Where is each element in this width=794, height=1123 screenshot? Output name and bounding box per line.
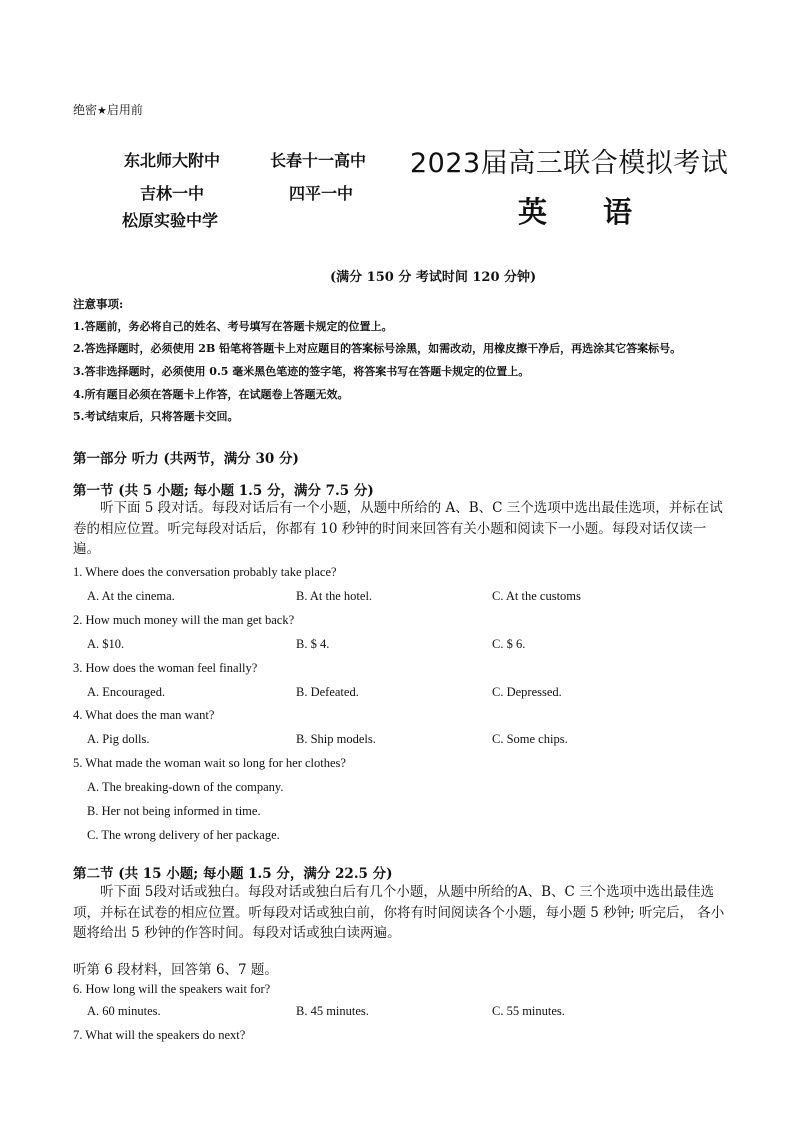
subject-char-2: 语 <box>603 195 635 229</box>
option-c: C. 55 minutes. <box>492 1004 565 1018</box>
confidential-label <box>73 101 143 118</box>
option-c: C. Depressed. <box>492 685 562 699</box>
score-line: (满分 150 分 考试时间 120 分钟) <box>330 270 537 285</box>
section-instruction: 听下面 5段对话或独白。每段对话或独白后有几个小题，从题中所给的A、B、C 三个选项中选出最佳选项，并标在试卷的相应位置。听每段对话或独白前，你将有时间阅读各个小题，每小题 5 秒钟; 听完后， 各小题将给出 5 秒钟的作答时间。每段对话或独白读两遍。 <box>73 884 725 941</box>
option-b: B. Defeated. <box>296 685 359 699</box>
confidential-text: 绝密 <box>73 103 98 117</box>
option-b: B. $ 4. <box>296 637 330 651</box>
section-instruction: 听下面 5 段对话。每段对话后有一个小题，从题中所给的 A、B、C 三个选项中选出最佳选项，并标在试卷的相应位置。听完每段对话后，你都有 10 秒钟的时间来回答有关小题和阅读下一小题。每段对话仅读一遍。 <box>73 500 723 557</box>
part-title: 第一部分 听力 (共两节，满分 30 分) <box>73 451 299 467</box>
school-name-1: 东北师大附中 <box>124 151 221 170</box>
option-a: A. The breaking-down of the company. <box>87 780 284 794</box>
option-a: A. $10. <box>87 637 125 651</box>
option-a: A. At the cinema. <box>87 589 175 603</box>
school-name-2: 长春十一高中 <box>270 151 367 170</box>
subject-char-1: 英 <box>518 195 550 229</box>
section-title: 第二节 (共 15 小题; 每小题 1.5 分，满分 22.5 分) <box>73 866 393 882</box>
question-text: 5. What made the woman wait so long for her clothes? <box>73 756 346 770</box>
notice-item: 1.答题前，务必将自己的姓名、考号填写在答题卡规定的位置上。 <box>73 320 393 333</box>
star-icon: ★ <box>97 104 107 117</box>
material-note: 听第 6 段材料，回答第 6、7 题。 <box>73 962 278 978</box>
notice-item: 3.答非选择题时，必须使用 0.5 毫米黑色笔迹的签字笔，将答案书写在答题卡规定的位置上。 <box>73 365 530 378</box>
school-name-4: 四平一中 <box>289 184 354 203</box>
option-c: C. $ 6. <box>492 637 526 651</box>
notice-item: 5.考试结束后，只将答题卡交回。 <box>73 410 239 423</box>
option-a: A. Encouraged. <box>87 685 166 699</box>
option-a: A. 60 minutes. <box>87 1004 161 1018</box>
question-text: 6. How long will the speakers wait for? <box>73 982 271 996</box>
subject-title <box>518 190 634 231</box>
question-text: 2. How much money will the man get back? <box>73 613 295 627</box>
notice-item: 2.答选择题时，必须使用 2B 铅笔将答题卡上对应题目的答案标号涂黑，如需改动，用橡皮擦干净后，再选涂其它答案标号。 <box>73 342 682 355</box>
exam-title: 2023届高三联合模拟考试 <box>410 148 729 179</box>
question-text: 7. What will the speakers do next? <box>73 1028 246 1042</box>
option-c: C. At the customs <box>492 589 581 603</box>
question-text: 4. What does the man want? <box>73 708 215 722</box>
option-c: C. The wrong delivery of her package. <box>87 828 280 842</box>
notice-title: 注意事项: <box>73 297 124 311</box>
option-c: C. Some chips. <box>492 732 568 746</box>
option-a: A. Pig dolls. <box>87 732 150 746</box>
school-name-3: 吉林一中 <box>140 184 205 203</box>
question-text: 1. Where does the conversation probably take place? <box>73 565 337 579</box>
notice-item: 4.所有题目必须在答题卡上作答，在试题卷上答题无效。 <box>73 388 349 401</box>
section-title: 第一节 (共 5 小题; 每小题 1.5 分，满分 7.5 分) <box>73 483 374 499</box>
option-b: B. At the hotel. <box>296 589 373 603</box>
option-b: B. 45 minutes. <box>296 1004 369 1018</box>
option-b: B. Her not being informed in time. <box>87 804 261 818</box>
before-use-text: 启用前 <box>106 103 143 117</box>
question-text: 3. How does the woman feel finally? <box>73 661 258 675</box>
school-name-5: 松原实验中学 <box>122 211 219 230</box>
option-b: B. Ship models. <box>296 732 376 746</box>
